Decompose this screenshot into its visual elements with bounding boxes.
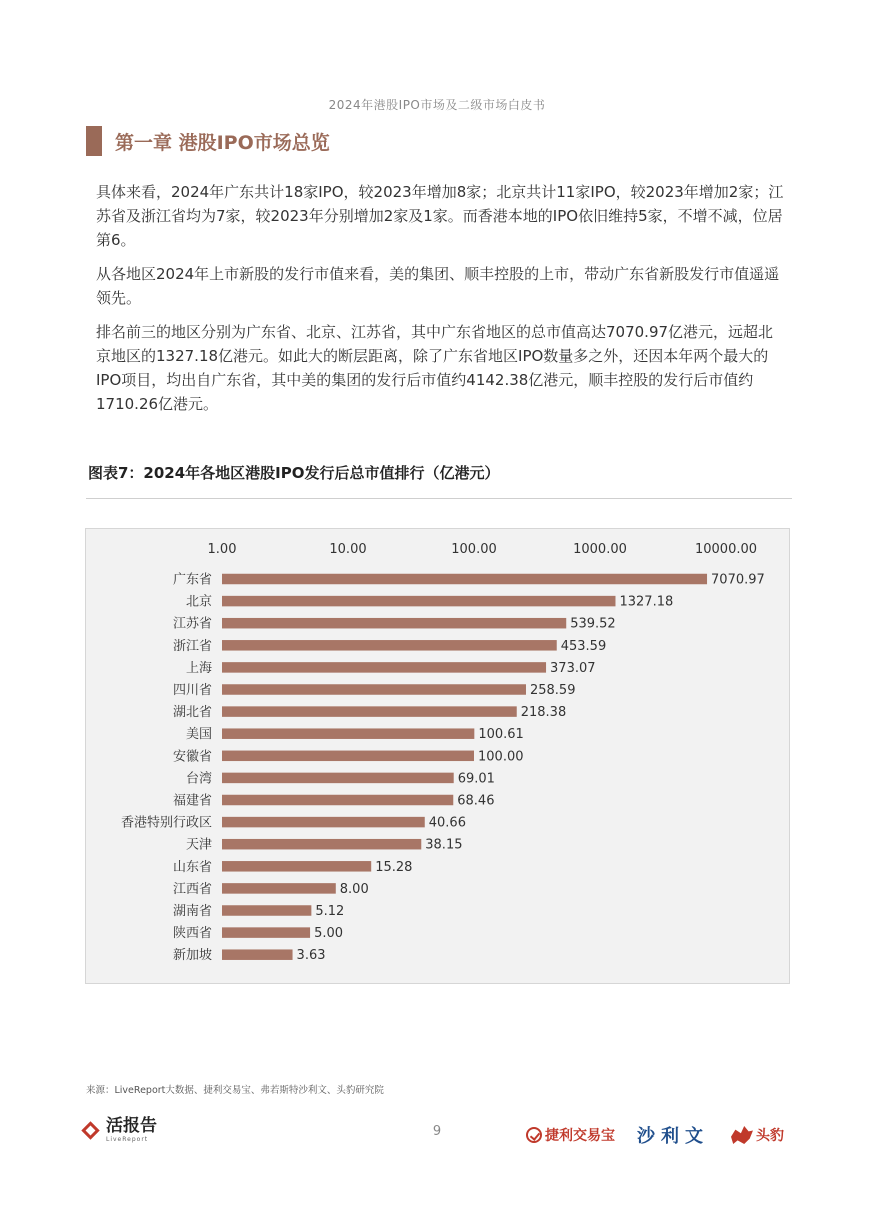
partner-logos — [526, 1122, 784, 1148]
bar — [222, 596, 615, 607]
bar — [222, 684, 526, 695]
bar-chart — [86, 529, 789, 983]
bar — [222, 728, 474, 739]
bar — [222, 773, 454, 784]
category-label: 四川省 — [172, 683, 212, 698]
category-label: 陕西省 — [172, 926, 212, 942]
figure-divider — [86, 498, 792, 499]
bar — [222, 662, 546, 673]
x-tick-label: 1000.00 — [573, 542, 627, 557]
value-label: 3.63 — [296, 948, 326, 964]
jieli-logo — [526, 1125, 615, 1145]
category-label: 广东省 — [172, 572, 212, 588]
category-label: 江西省 — [172, 881, 212, 897]
x-tick-label: 10.00 — [329, 542, 367, 557]
bar — [222, 751, 474, 762]
livereport-logo-subtext: LiveReport — [106, 1136, 149, 1143]
value-label: 68.46 — [457, 793, 495, 809]
value-label: 373.07 — [550, 660, 596, 676]
category-label: 上海 — [185, 660, 212, 676]
category-label: 湖南省 — [172, 904, 212, 919]
paragraph-1: 具体来看，2024年广东共计18家IPO，较2023年增加8家；北京共计11家IPO，较2023年增加2家；江苏省及浙江省均为7家，较2023年分别增加2家及1家。而香港本地的IPO依旧维持5家，不增不减，位居第6。 — [96, 183, 784, 249]
chapter-accent-bar — [86, 126, 102, 156]
value-label: 8.00 — [339, 881, 369, 897]
value-label: 69.01 — [457, 771, 495, 787]
figure-title: 图表7：2024年各地区港股IPO发行后总市值排行（亿港元） — [88, 464, 500, 482]
category-label: 美国 — [185, 727, 212, 743]
value-label: 1327.18 — [619, 594, 674, 610]
x-tick-label: 10000.00 — [694, 542, 758, 557]
body-text — [96, 180, 786, 426]
jieli-logo-text: 捷利交易宝 — [545, 1128, 615, 1144]
frost-logo-text: 沙利文 — [637, 1126, 709, 1147]
livereport-logo-text: 活报告 — [106, 1116, 157, 1136]
value-label: 100.00 — [478, 749, 524, 765]
bar — [222, 883, 336, 894]
bar — [222, 795, 453, 806]
category-label: 浙江省 — [172, 638, 212, 654]
bar — [222, 640, 557, 651]
frost-logo — [637, 1122, 709, 1148]
bar — [222, 927, 310, 938]
value-label: 38.15 — [425, 837, 463, 853]
leopard-icon — [731, 1126, 753, 1144]
value-label: 258.59 — [529, 683, 576, 698]
category-label: 香港特别行政区 — [120, 815, 212, 831]
x-tick-label: 100.00 — [451, 542, 497, 557]
category-label: 安徽省 — [172, 749, 212, 765]
leopard-logo-text: 头豹 — [756, 1128, 784, 1144]
bar — [222, 574, 707, 585]
value-label: 453.59 — [560, 638, 607, 654]
jieli-check-icon — [526, 1127, 542, 1143]
livereport-logo — [80, 1118, 157, 1143]
category-label: 天津 — [185, 837, 212, 853]
value-label: 5.12 — [315, 904, 345, 919]
value-label: 100.61 — [478, 727, 524, 743]
category-label: 湖北省 — [172, 705, 212, 721]
category-label: 台湾 — [185, 771, 212, 787]
category-label: 江苏省 — [172, 616, 212, 632]
value-label: 218.38 — [520, 705, 567, 721]
value-label: 539.52 — [570, 616, 616, 632]
bar — [222, 861, 371, 872]
value-label: 5.00 — [314, 926, 344, 942]
livereport-diamond-icon — [80, 1120, 102, 1142]
category-label: 山东省 — [172, 859, 212, 875]
bar — [222, 817, 425, 828]
value-label: 40.66 — [428, 815, 466, 831]
category-label: 福建省 — [172, 793, 212, 809]
category-label: 北京 — [185, 594, 212, 610]
bar — [222, 905, 311, 916]
bar — [222, 706, 517, 717]
bar — [222, 839, 421, 850]
chapter-title: 第一章 港股IPO市场总览 — [115, 131, 330, 154]
value-label: 7070.97 — [711, 572, 765, 588]
page-number: 9 — [432, 1124, 442, 1139]
source-note: 来源：LiveReport大数据、捷利交易宝、弗若斯特沙利文、头豹研究院 — [86, 1085, 384, 1096]
leopard-logo — [731, 1125, 784, 1145]
bar — [222, 618, 566, 629]
paragraph-2: 从各地区2024年上市新股的发行市值来看，美的集团、顺丰控股的上市，带动广东省新股发行市值遥遥领先。 — [96, 265, 780, 307]
value-label: 15.28 — [375, 859, 413, 875]
bar — [222, 949, 293, 960]
chart-container — [85, 528, 790, 984]
chapter-heading — [86, 126, 330, 156]
category-label: 新加坡 — [172, 948, 212, 964]
paragraph-3: 排名前三的地区分别为广东省、北京、江苏省，其中广东省地区的总市值高达7070.97亿港元，远超北京地区的1327.18亿港元。如此大的断层距离，除了广东省地区IPO数量多之外，还因本年两个最大的IPO项目，均出自广东省，其中美的集团的发行后市值约4142.38亿港元，顺丰控股的发行后市值约1710.26亿港元。 — [96, 323, 774, 413]
running-header: 2024年港股IPO市场及二级市场白皮书 — [328, 98, 546, 112]
x-tick-label: 1.00 — [207, 542, 237, 557]
